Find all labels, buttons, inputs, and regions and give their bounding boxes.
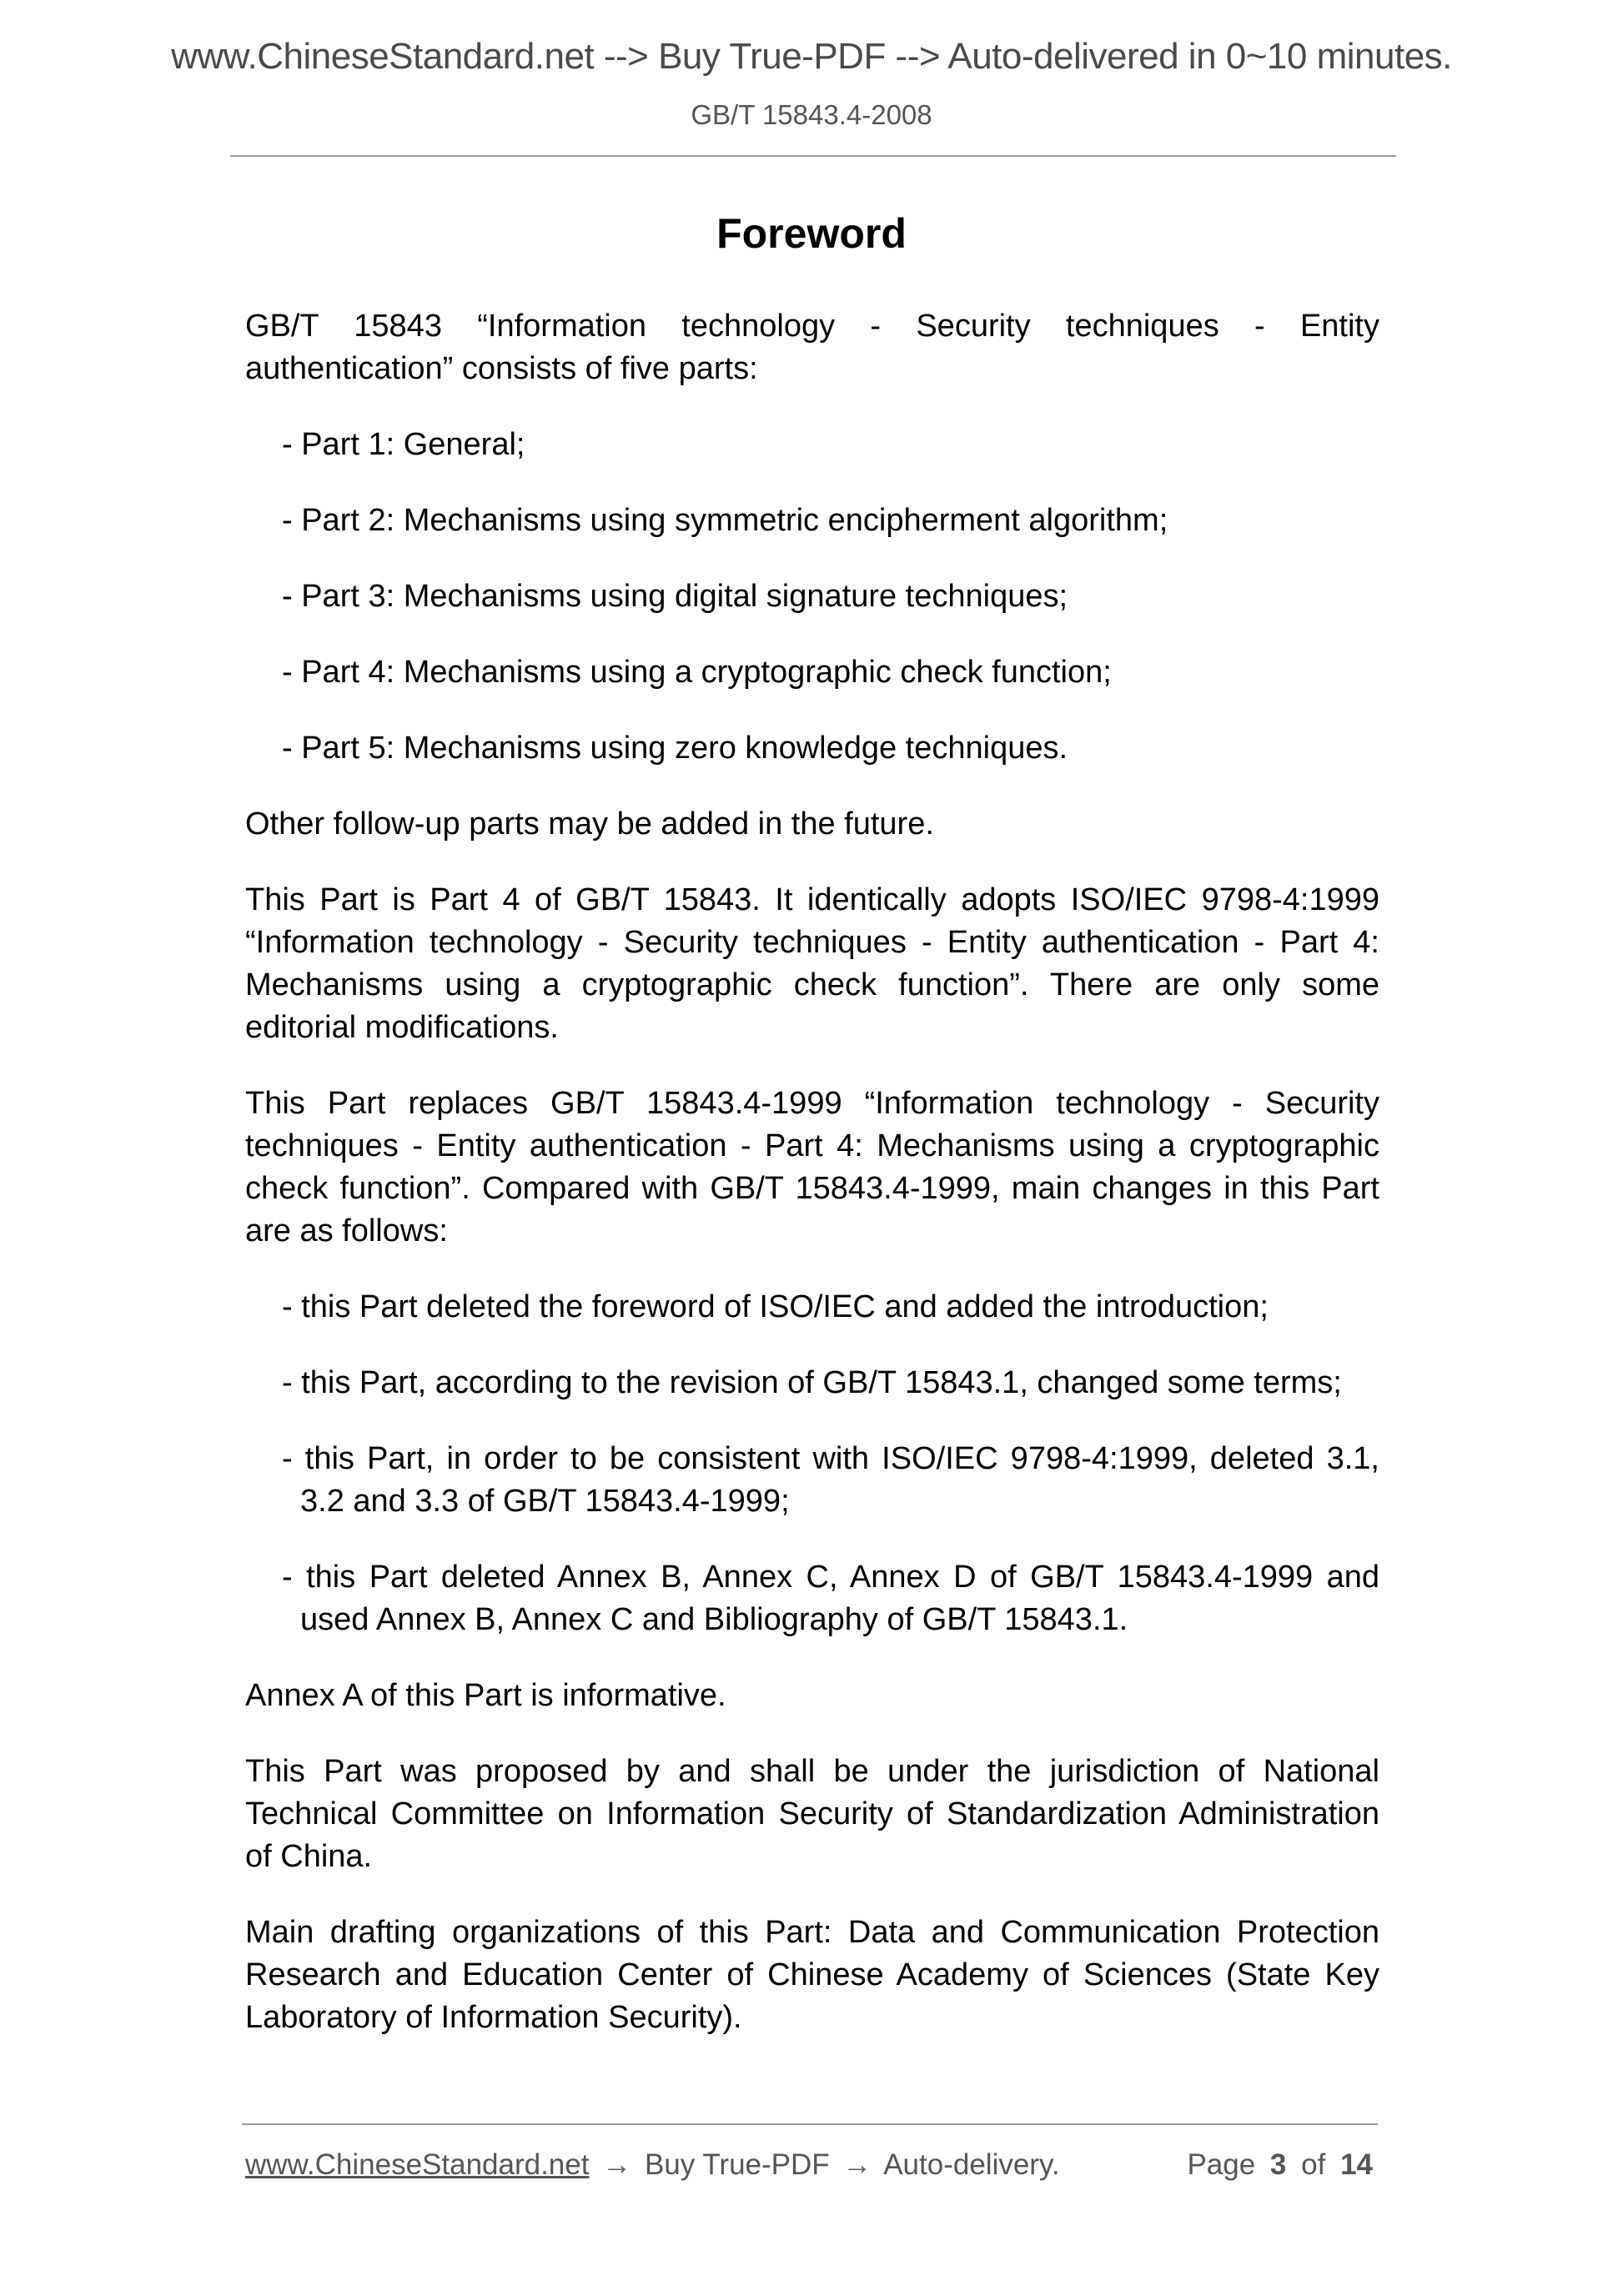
adoption-paragraph: This Part is Part 4 of GB/T 15843. It identically adopts ISO/IEC 9798-4:1999 “Information technology - Security techniques - Entity authentication - Part 4: Mechanisms using a cryptographic check function”. There are only some editorial modifications. (245, 882, 1379, 1045)
annex-note: Annex A of this Part is informative. (245, 1678, 726, 1713)
footer-divider (242, 2123, 1378, 2125)
list-item: - this Part, in order to be consistent with ISO/IEC 9798-4:1999, deleted 3.1, 3.2 and 3.3 of GB/T 15843.4-1999; (282, 1441, 1379, 1519)
list-item: - this Part deleted Annex B, Annex C, Annex D of GB/T 15843.4-1999 and used Annex B, Annex C and Bibliography of GB/T 15843.1. (282, 1560, 1379, 1637)
arrow-right-icon: → (602, 2148, 632, 2181)
list-item: - Part 5: Mechanisms using zero knowledge techniques. (282, 731, 1068, 766)
list-item: - Part 2: Mechanisms using symmetric encipherment algorithm; (282, 503, 1168, 538)
total-pages: 14 (1340, 2148, 1373, 2181)
intro-paragraph: GB/T 15843 “Information technology - Security techniques - Entity authentication” consists of five parts: (245, 309, 1379, 386)
buy-text: Buy True-PDF (644, 2148, 830, 2181)
page-title: Foreword (716, 210, 907, 257)
followup-paragraph: Other follow-up parts may be added in the future. (245, 806, 934, 842)
page-indicator (1187, 2147, 1373, 2183)
drafting-paragraph: Main drafting organizations of this Part: Data and Communication Protection Research and Education Center of Chinese Academy of Sciences (State Key Laboratory of Information Security). (245, 1915, 1379, 2035)
footer-promo (245, 2147, 1060, 2183)
changes-list (245, 1286, 1379, 1641)
list-item: - Part 1: General; (282, 427, 525, 462)
arrow-right-icon: → (842, 2148, 872, 2181)
list-item: - this Part, according to the revision of GB/T 15843.1, changed some terms; (282, 1365, 1342, 1400)
page-of-label: of (1301, 2148, 1326, 2181)
delivery-text: Auto-delivery. (883, 2148, 1060, 2181)
list-item: - Part 3: Mechanisms using digital signature techniques; (282, 579, 1068, 614)
jurisdiction-paragraph: This Part was proposed by and shall be under the jurisdiction of National Technical Committee on Information Security of Standardization Administration of China. (245, 1754, 1379, 1874)
document-body (245, 305, 1379, 2072)
standard-code: GB/T 15843.4-2008 (691, 99, 932, 130)
parts-list (245, 424, 1379, 770)
list-item: - this Part deleted the foreword of ISO/IEC and added the introduction; (282, 1289, 1269, 1324)
list-item: - Part 4: Mechanisms using a cryptographic check function; (282, 655, 1112, 690)
current-page: 3 (1269, 2148, 1287, 2181)
chinesestandard-link[interactable]: www.ChineseStandard.net (245, 2148, 590, 2181)
header-banner: www.ChineseStandard.net --> Buy True-PDF --> Auto-delivered in 0~10 minutes. (171, 36, 1452, 77)
page-label: Page (1187, 2148, 1256, 2181)
header-divider (230, 155, 1396, 157)
replacement-paragraph: This Part replaces GB/T 15843.4-1999 “Information technology - Security techniques - Entity authentication - Part 4: Mechanisms using a cryptographic check function”. Compared with GB/T 15843.4-1999, main changes in this Part are as follows: (245, 1086, 1379, 1248)
